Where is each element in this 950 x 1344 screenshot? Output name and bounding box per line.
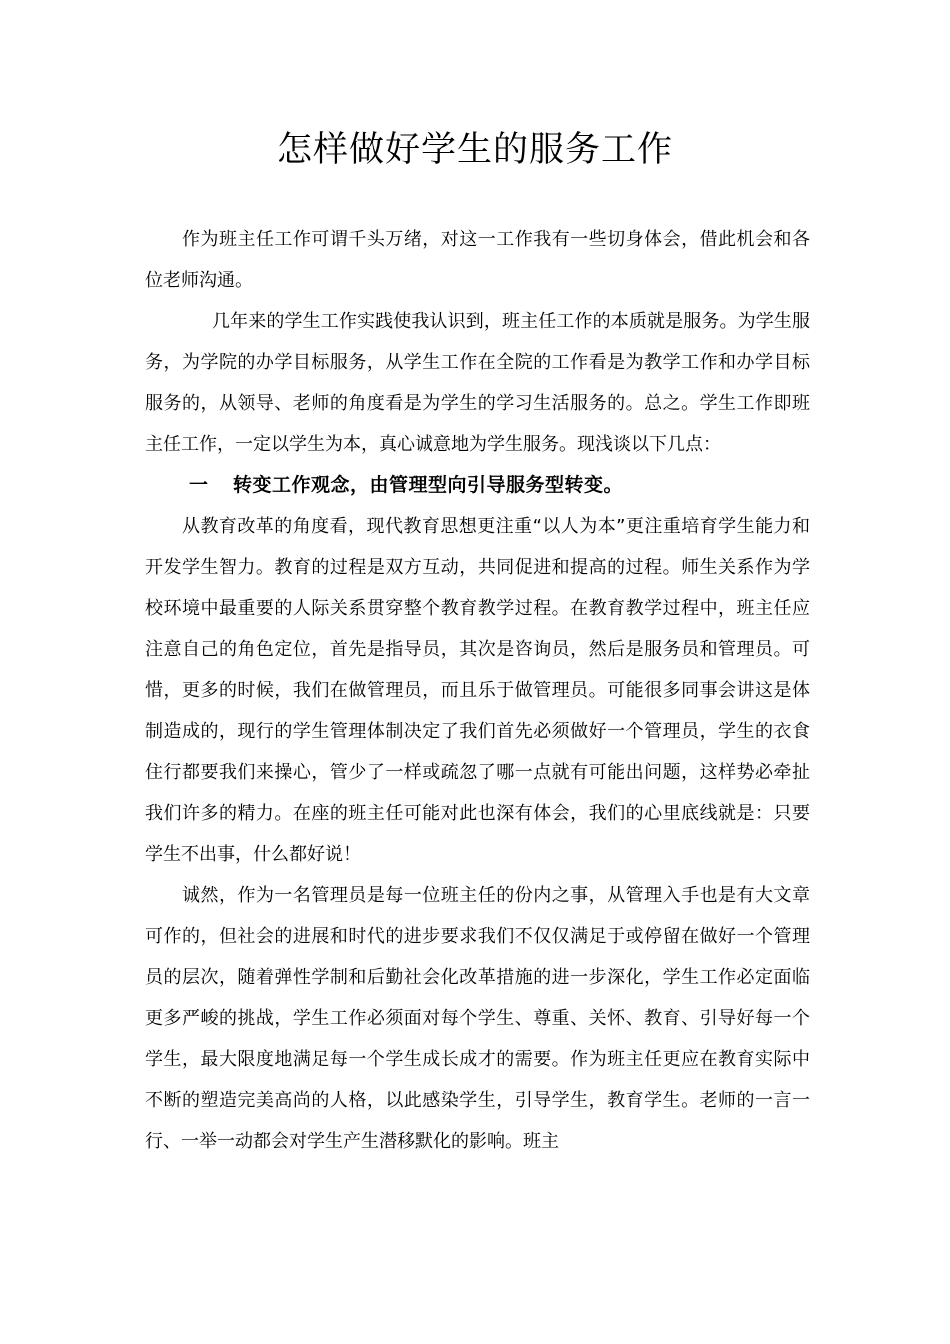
- paragraph-intro: 作为班主任工作可谓千头万绪，对这一工作我有一些切身体会，借此机会和各位老师沟通。: [145, 229, 810, 291]
- paragraph-overview: 几年来的学生工作实践使我认识到，班主任工作的本质就是服务。为学生服务，为学院的办学目标服务，从学生工作在全院的工作看是为教学工作和办学目标服务的，从领导、老师的角度看是为学生的学习生活服务的。总之。学生工作即班主任工作，一定以学生为本，真心诚意地为学生服务。现浅谈以下几点：: [145, 311, 810, 455]
- section-number: 一: [189, 474, 209, 496]
- paragraph-section-1: 从教育改革的角度看，现代教育思想更注重“以人为本”更注重培育学生能力和开发学生智力。教育的过程是双方互动，共同促进和提高的过程。师生关系作为学校环境中最重要的人际关系贯穿整个教育教学过程。在教育教学过程中，班主任应注意自己的角色定位，首先是指导员，其次是咨询员，然后是服务员和管理员。可惜，更多的时候，我们在做管理员，而且乐于做管理员。可能很多同事会讲这是体制造成的，现行的学生管理体制决定了我们首先必须做好一个管理员，学生的衣食住行都要我们来操心，管少了一样或疏忽了哪一点就有可能出问题，这样势必牵扯我们许多的精力。在座的班主任可能对此也深有体会，我们的心里底线就是：只要学生不出事，什么都好说！: [145, 516, 810, 865]
- document-title: 怎样做好学生的服务工作: [276, 130, 673, 170]
- section-heading-text: 转变工作观念，由管理型向引导服务型转变。: [233, 474, 624, 496]
- section-heading: [145, 465, 810, 506]
- paragraph-section-2: 诚然，作为一名管理员是每一位班主任的份内之事，从管理入手也是有大文章可作的，但社会的进展和时代的进步要求我们不仅仅满足于或停留在做好一个管理员的层次，随着弹性学制和后勤社会化改革措施的进一步深化，学生工作必定面临更多严峻的挑战，学生工作必须面对每个学生、尊重、关怀、教育、引导好每一个学生，最大限度地满足每一个学生成长成才的需要。作为班主任更应在教育实际中不断的塑造完美高尚的人格，以此感染学生，引导学生，教育学生。老师的一言一行、一举一动都会对学生产生潜移默化的影响。班主: [145, 885, 810, 1152]
- document-body: [145, 219, 810, 1162]
